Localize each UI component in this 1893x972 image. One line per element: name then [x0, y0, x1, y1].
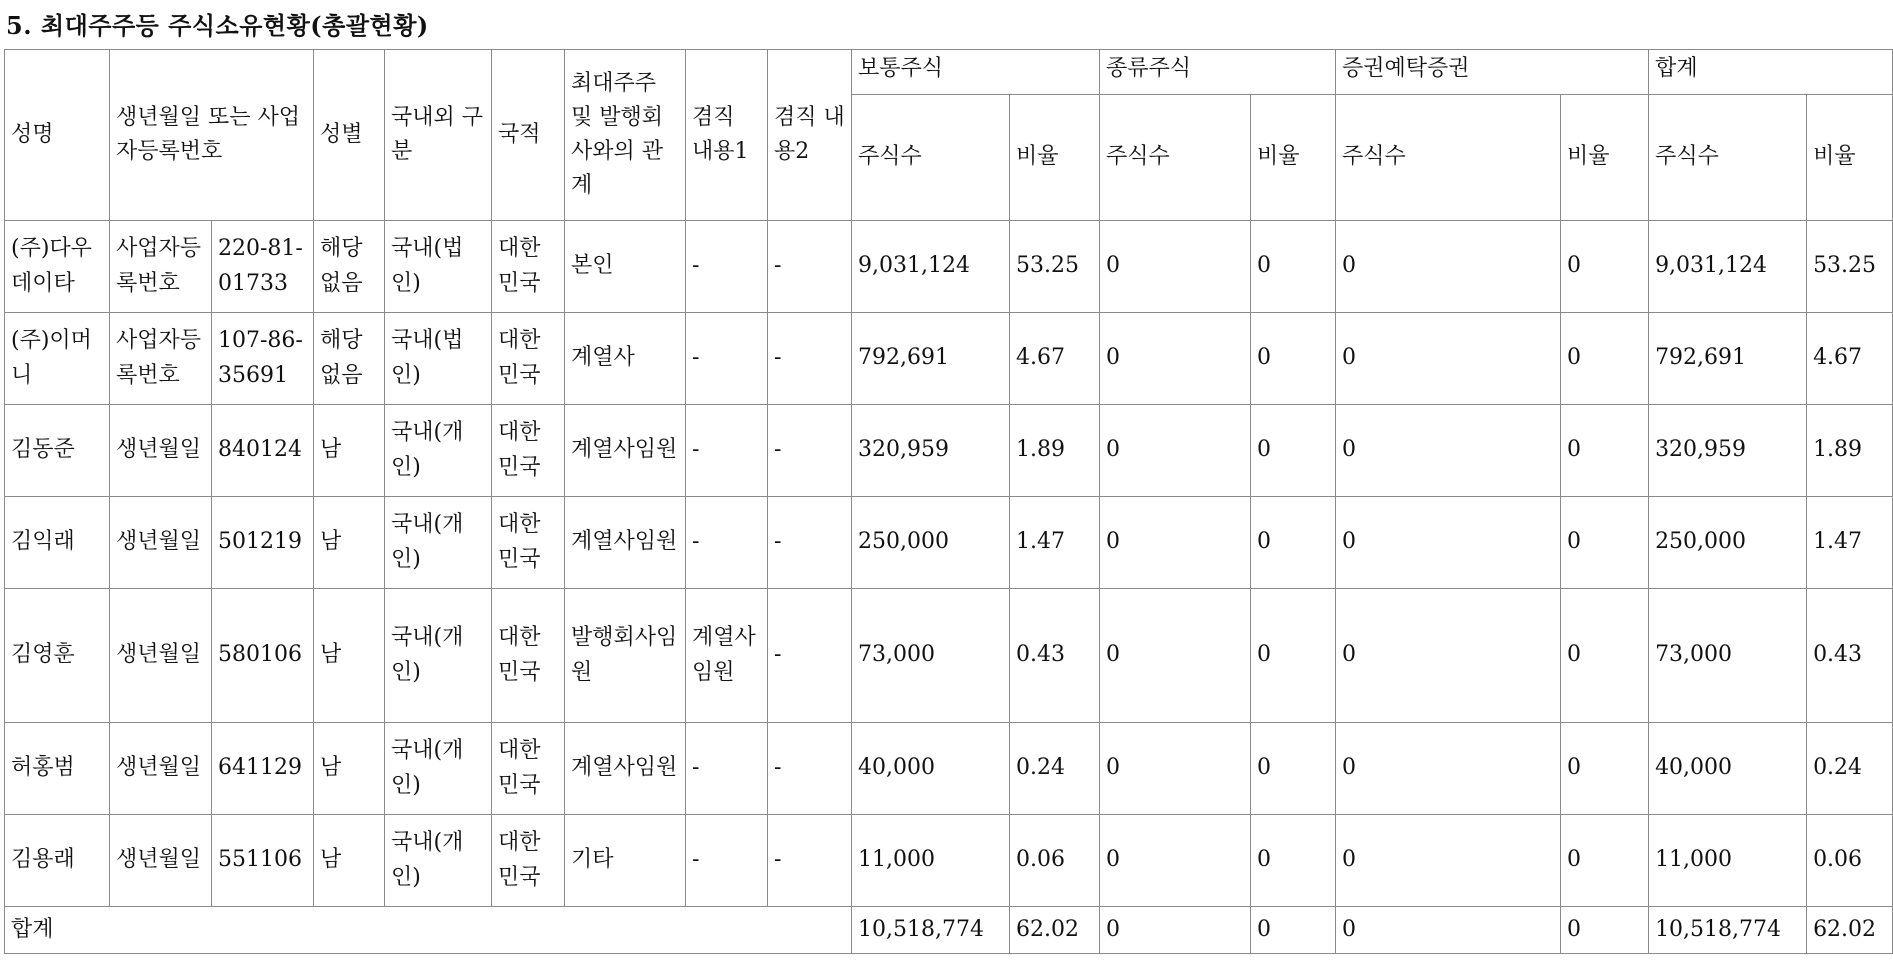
total-pref-shares: 0 — [1100, 907, 1251, 954]
cell-common-ratio: 1.89 — [1010, 405, 1100, 497]
cell-relation: 계열사임원 — [565, 497, 686, 589]
header-gender: 성별 — [314, 50, 385, 221]
cell-gender: 남 — [314, 589, 385, 723]
header-common: 보통주식 — [852, 50, 1100, 95]
table-row — [5, 815, 1893, 907]
cell-job2: - — [768, 497, 852, 589]
cell-pref-shares: 0 — [1100, 815, 1251, 907]
cell-dep-ratio: 0 — [1561, 589, 1649, 723]
cell-total-shares: 320,959 — [1649, 405, 1807, 497]
cell-nationality: 대한민국 — [492, 723, 565, 815]
total-label: 합계 — [5, 907, 852, 954]
cell-id-no: 551106 — [212, 815, 314, 907]
header-depository: 증권예탁증권 — [1336, 50, 1649, 95]
cell-name: 김용래 — [5, 815, 110, 907]
cell-dep-ratio: 0 — [1561, 313, 1649, 405]
cell-nationality: 대한민국 — [492, 815, 565, 907]
cell-job1: - — [686, 221, 768, 313]
cell-total-shares: 9,031,124 — [1649, 221, 1807, 313]
cell-gender: 남 — [314, 497, 385, 589]
table-row — [5, 497, 1893, 589]
cell-pref-ratio: 0 — [1251, 221, 1336, 313]
cell-job1: 계열사임원 — [686, 589, 768, 723]
cell-dep-ratio: 0 — [1561, 723, 1649, 815]
cell-total-shares: 40,000 — [1649, 723, 1807, 815]
cell-common-ratio: 0.24 — [1010, 723, 1100, 815]
cell-nationality: 대한민국 — [492, 589, 565, 723]
cell-id-no: 580106 — [212, 589, 314, 723]
cell-common-shares: 320,959 — [852, 405, 1010, 497]
cell-dep-ratio: 0 — [1561, 815, 1649, 907]
cell-nationality: 대한민국 — [492, 497, 565, 589]
cell-domestic: 국내(개인) — [385, 723, 492, 815]
cell-common-ratio: 0.43 — [1010, 589, 1100, 723]
cell-domestic: 국내(법인) — [385, 221, 492, 313]
header-dep-ratio: 비율 — [1561, 95, 1649, 221]
cell-dep-ratio: 0 — [1561, 405, 1649, 497]
total-all-shares: 10,518,774 — [1649, 907, 1807, 954]
cell-dep-ratio: 0 — [1561, 221, 1649, 313]
cell-id-type: 생년월일 — [110, 815, 212, 907]
header-preferred: 종류주식 — [1100, 50, 1336, 95]
cell-name: 김동준 — [5, 405, 110, 497]
cell-total-ratio: 0.43 — [1807, 589, 1893, 723]
cell-total-ratio: 1.47 — [1807, 497, 1893, 589]
header-total-shares: 주식수 — [1649, 95, 1807, 221]
cell-name: (주)다우데이타 — [5, 221, 110, 313]
cell-dep-shares: 0 — [1336, 723, 1561, 815]
cell-job2: - — [768, 405, 852, 497]
cell-dep-ratio: 0 — [1561, 497, 1649, 589]
cell-nationality: 대한민국 — [492, 405, 565, 497]
cell-name: (주)이머니 — [5, 313, 110, 405]
header-total-ratio: 비율 — [1807, 95, 1893, 221]
cell-pref-ratio: 0 — [1251, 405, 1336, 497]
cell-id-type: 생년월일 — [110, 589, 212, 723]
cell-common-shares: 40,000 — [852, 723, 1010, 815]
header-common-shares: 주식수 — [852, 95, 1010, 221]
cell-common-shares: 250,000 — [852, 497, 1010, 589]
cell-domestic: 국내(개인) — [385, 405, 492, 497]
cell-gender: 남 — [314, 723, 385, 815]
total-row — [5, 907, 1893, 954]
table-row — [5, 589, 1893, 723]
total-common-ratio: 62.02 — [1010, 907, 1100, 954]
page-title: 5. 최대주주등 주식소유현황(총괄현황) — [6, 11, 429, 40]
header-pref-ratio: 비율 — [1251, 95, 1336, 221]
total-dep-shares: 0 — [1336, 907, 1561, 954]
total-common-shares: 10,518,774 — [852, 907, 1010, 954]
cell-total-ratio: 0.06 — [1807, 815, 1893, 907]
cell-job2: - — [768, 723, 852, 815]
cell-gender: 남 — [314, 405, 385, 497]
cell-total-ratio: 53.25 — [1807, 221, 1893, 313]
cell-nationality: 대한민국 — [492, 313, 565, 405]
cell-gender: 남 — [314, 815, 385, 907]
cell-name: 김익래 — [5, 497, 110, 589]
cell-job2: - — [768, 221, 852, 313]
cell-job1: - — [686, 723, 768, 815]
cell-pref-ratio: 0 — [1251, 589, 1336, 723]
cell-dep-shares: 0 — [1336, 313, 1561, 405]
cell-id-no: 107-86-35691 — [212, 313, 314, 405]
cell-pref-ratio: 0 — [1251, 815, 1336, 907]
cell-total-shares: 250,000 — [1649, 497, 1807, 589]
header-common-ratio: 비율 — [1010, 95, 1100, 221]
total-all-ratio: 62.02 — [1807, 907, 1893, 954]
cell-total-ratio: 1.89 — [1807, 405, 1893, 497]
cell-gender: 해당없음 — [314, 313, 385, 405]
cell-id-no: 641129 — [212, 723, 314, 815]
total-dep-ratio: 0 — [1561, 907, 1649, 954]
table-row — [5, 313, 1893, 405]
cell-pref-ratio: 0 — [1251, 497, 1336, 589]
cell-pref-ratio: 0 — [1251, 313, 1336, 405]
cell-pref-shares: 0 — [1100, 723, 1251, 815]
header-nationality: 국적 — [492, 50, 565, 221]
cell-id-no: 220-81-01733 — [212, 221, 314, 313]
cell-id-type: 생년월일 — [110, 405, 212, 497]
header-dep-shares: 주식수 — [1336, 95, 1561, 221]
cell-dep-shares: 0 — [1336, 405, 1561, 497]
shareholder-table — [4, 49, 1893, 954]
header-row — [5, 50, 1893, 95]
cell-common-ratio: 1.47 — [1010, 497, 1100, 589]
cell-id-type: 사업자등록번호 — [110, 313, 212, 405]
header-job2: 겸직 내용2 — [768, 50, 852, 221]
cell-gender: 해당없음 — [314, 221, 385, 313]
cell-domestic: 국내(개인) — [385, 589, 492, 723]
header-job1: 겸직 내용1 — [686, 50, 768, 221]
cell-domestic: 국내(법인) — [385, 313, 492, 405]
cell-pref-ratio: 0 — [1251, 723, 1336, 815]
cell-common-ratio: 4.67 — [1010, 313, 1100, 405]
header-id: 생년월일 또는 사업자등록번호 — [110, 50, 314, 221]
cell-total-shares: 792,691 — [1649, 313, 1807, 405]
cell-relation: 발행회사임원 — [565, 589, 686, 723]
cell-job2: - — [768, 589, 852, 723]
cell-name: 김영훈 — [5, 589, 110, 723]
cell-dep-shares: 0 — [1336, 221, 1561, 313]
cell-pref-shares: 0 — [1100, 589, 1251, 723]
cell-job1: - — [686, 497, 768, 589]
cell-common-shares: 11,000 — [852, 815, 1010, 907]
cell-relation: 본인 — [565, 221, 686, 313]
cell-total-shares: 73,000 — [1649, 589, 1807, 723]
table-row — [5, 723, 1893, 815]
cell-job2: - — [768, 313, 852, 405]
cell-common-shares: 792,691 — [852, 313, 1010, 405]
cell-relation: 계열사임원 — [565, 405, 686, 497]
cell-total-ratio: 0.24 — [1807, 723, 1893, 815]
cell-nationality: 대한민국 — [492, 221, 565, 313]
header-name: 성명 — [5, 50, 110, 221]
header-domestic: 국내외 구분 — [385, 50, 492, 221]
cell-name: 허홍범 — [5, 723, 110, 815]
cell-dep-shares: 0 — [1336, 497, 1561, 589]
cell-pref-shares: 0 — [1100, 221, 1251, 313]
cell-id-type: 사업자등록번호 — [110, 221, 212, 313]
cell-domestic: 국내(개인) — [385, 497, 492, 589]
cell-relation: 계열사 — [565, 313, 686, 405]
cell-relation: 기타 — [565, 815, 686, 907]
cell-total-ratio: 4.67 — [1807, 313, 1893, 405]
header-total: 합계 — [1649, 50, 1893, 95]
cell-pref-shares: 0 — [1100, 405, 1251, 497]
cell-job1: - — [686, 405, 768, 497]
table-row — [5, 221, 1893, 313]
cell-pref-shares: 0 — [1100, 497, 1251, 589]
cell-id-no: 501219 — [212, 497, 314, 589]
cell-domestic: 국내(개인) — [385, 815, 492, 907]
cell-job1: - — [686, 815, 768, 907]
cell-dep-shares: 0 — [1336, 589, 1561, 723]
cell-common-shares: 9,031,124 — [852, 221, 1010, 313]
cell-common-shares: 73,000 — [852, 589, 1010, 723]
cell-id-type: 생년월일 — [110, 723, 212, 815]
cell-pref-shares: 0 — [1100, 313, 1251, 405]
cell-relation: 계열사임원 — [565, 723, 686, 815]
cell-id-no: 840124 — [212, 405, 314, 497]
cell-common-ratio: 0.06 — [1010, 815, 1100, 907]
cell-dep-shares: 0 — [1336, 815, 1561, 907]
cell-common-ratio: 53.25 — [1010, 221, 1100, 313]
total-pref-ratio: 0 — [1251, 907, 1336, 954]
cell-id-type: 생년월일 — [110, 497, 212, 589]
table-row — [5, 405, 1893, 497]
header-relation: 최대주주 및 발행회사와의 관계 — [565, 50, 686, 221]
cell-job1: - — [686, 313, 768, 405]
cell-job2: - — [768, 815, 852, 907]
header-pref-shares: 주식수 — [1100, 95, 1251, 221]
cell-total-shares: 11,000 — [1649, 815, 1807, 907]
